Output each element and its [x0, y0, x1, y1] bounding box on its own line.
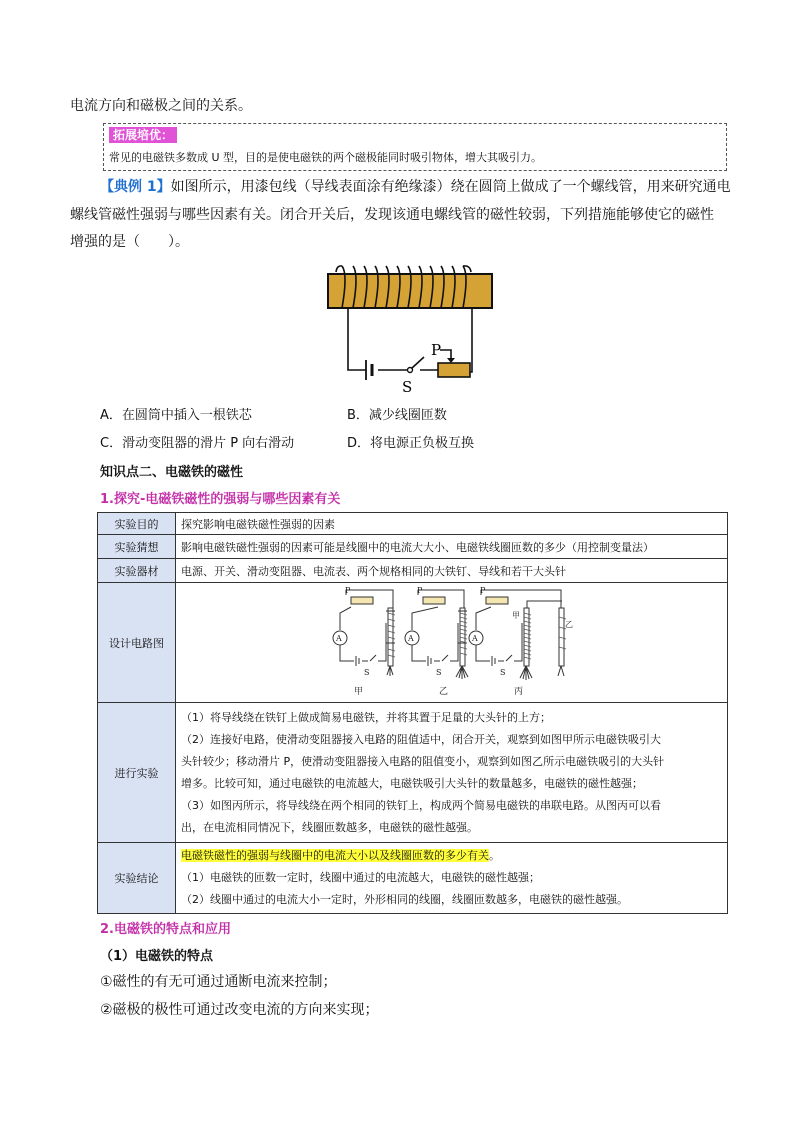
- svg-text:P: P: [417, 586, 423, 595]
- caption-jia: 甲: [354, 687, 364, 697]
- example-line-1: [100, 177, 731, 197]
- switch-s-label: S: [402, 378, 413, 396]
- extension-box: [103, 123, 727, 171]
- table-row: [98, 535, 728, 559]
- ammeter-icon: A: [472, 634, 478, 643]
- table-row: [98, 703, 728, 843]
- sub-label-jia: 甲: [512, 611, 520, 620]
- option-d: D．将电源正负极互换: [347, 436, 475, 451]
- subsection-1-title: （1）电磁铁的特点: [100, 949, 214, 964]
- procedure-step-1: （1）将导线绕在铁钉上做成简易电磁铁，并将其置于足量的大头针的上方；: [181, 710, 551, 724]
- sub-label-yi: 乙: [565, 620, 573, 629]
- header-cell: 实验猜想: [98, 535, 176, 559]
- svg-text:S: S: [500, 668, 506, 677]
- header-cell: 实验目的: [98, 513, 176, 535]
- ammeter-icon: A: [408, 634, 414, 643]
- conclusion-1: （1）电磁铁的匝数一定时，线圈中通过的电流越大，电磁铁的磁性越强；: [181, 871, 540, 884]
- table-row: [98, 843, 728, 914]
- procedure-step-3b: 出，在电流相同情况下，线圈匝数越多，电磁铁的磁性越强。: [181, 820, 478, 834]
- option-c: C．滑动变阻器的滑片 P 向右滑动: [100, 436, 295, 451]
- table-row: [98, 583, 728, 703]
- example-tag: 【典例 1】: [100, 179, 171, 195]
- header-cell: 实验器材: [98, 559, 176, 583]
- header-cell: 设计电路图: [98, 583, 176, 703]
- circuit-diagrams: [176, 583, 716, 699]
- conclusion-2: （2）线圈中通过的电流大小一定时，外形相同的线圈，线圈匝数越多，电磁铁的磁性越强。: [181, 893, 628, 906]
- example-line-3: 增强的是（ ）。: [70, 234, 189, 250]
- circuit-diagrams-cell: [176, 583, 728, 703]
- option-b: B．减少线圈匝数: [347, 408, 447, 423]
- section-2-title: 2.电磁铁的特点和应用: [100, 922, 231, 937]
- caption-yi: 乙: [439, 687, 449, 697]
- example-line-2: 螺线管磁性强弱与哪些因素有关。闭合开关后，发现该通电螺线管的磁性较弱，下列措施能够使它的磁性: [70, 207, 714, 223]
- feature-item-1: ①磁性的有无可通过通断电流来控制；: [100, 974, 337, 990]
- header-cell: 进行实验: [98, 703, 176, 843]
- extension-text: 常见的电磁铁多数成 U 型，目的是使电磁铁的两个磁极能同时吸引物体，增大其吸引力。: [109, 151, 543, 164]
- conclusion-main: [181, 845, 722, 867]
- conclusion-period: 。: [489, 849, 500, 862]
- content-cell: 影响电磁铁磁性强弱的因素可能是线圈中的电流大大小、电磁铁线圈匝数的多少（用控制变量法）: [176, 535, 728, 559]
- conclusion-cell: [176, 843, 728, 914]
- content-cell: 电源、开关、滑动变阻器、电流表、两个规格相同的大铁钉、导线和若干大头针: [176, 559, 728, 583]
- example-text-1: 如图所示，用漆包线（导线表面涂有绝缘漆）绕在圆筒上做成了一个螺线管，用来研究通电: [170, 179, 731, 195]
- circuit-jia: [333, 590, 395, 676]
- svg-text:S: S: [364, 668, 370, 677]
- procedure-step-2b: 头针较少；移动滑片 P，使滑动变阻器接入电路的阻值变小，观察到如图乙所示电磁铁吸引的大头针: [181, 754, 665, 768]
- intro-line: 电流方向和磁极之间的关系。: [70, 98, 252, 114]
- procedure-step-2a: （2）连接好电路，使滑动变阻器接入电路的阻值适中，闭合开关，观察到如图甲所示电磁铁吸引大: [181, 732, 661, 746]
- circuit-bing: [469, 590, 564, 680]
- header-cell: 实验结论: [98, 843, 176, 914]
- table-row: [98, 559, 728, 583]
- option-a: A．在圆筒中插入一根铁芯: [100, 408, 252, 423]
- procedure-step-2c: 增多。比较可知，通过电磁铁的电流越大，电磁铁吸引大头针的数量越多，电磁铁的磁性越强；: [181, 776, 643, 790]
- procedure-cell: [176, 703, 728, 843]
- feature-item-2: ②磁极的极性可通过改变电流的方向来实现；: [100, 1002, 379, 1018]
- procedure-step-3a: （3）如图丙所示，将导线绕在两个相同的铁钉上，构成两个简易电磁铁的串联电路。从图丙可以看: [181, 798, 661, 812]
- caption-bing: 丙: [514, 687, 524, 697]
- experiment-table: [97, 512, 728, 914]
- knowledge-point-title: 知识点二、电磁铁的磁性: [100, 465, 244, 480]
- slider-p-label: P: [431, 341, 442, 359]
- solenoid-circuit-figure: [320, 262, 500, 397]
- circuit-yi: [405, 590, 468, 679]
- table-row: [98, 513, 728, 535]
- extension-tag: 拓展培优：: [109, 127, 177, 143]
- section-1-title: 1.探究-电磁铁磁性的强弱与哪些因素有关: [100, 492, 341, 507]
- svg-text:P: P: [480, 586, 486, 595]
- svg-text:S: S: [436, 668, 442, 677]
- svg-text:P: P: [345, 586, 351, 595]
- ammeter-icon: A: [336, 634, 342, 643]
- conclusion-highlight: 电磁铁磁性的强弱与线圈中的电流大小以及线圈匝数的多少有关: [181, 849, 489, 862]
- content-cell: 探究影响电磁铁磁性强弱的因素: [176, 513, 728, 535]
